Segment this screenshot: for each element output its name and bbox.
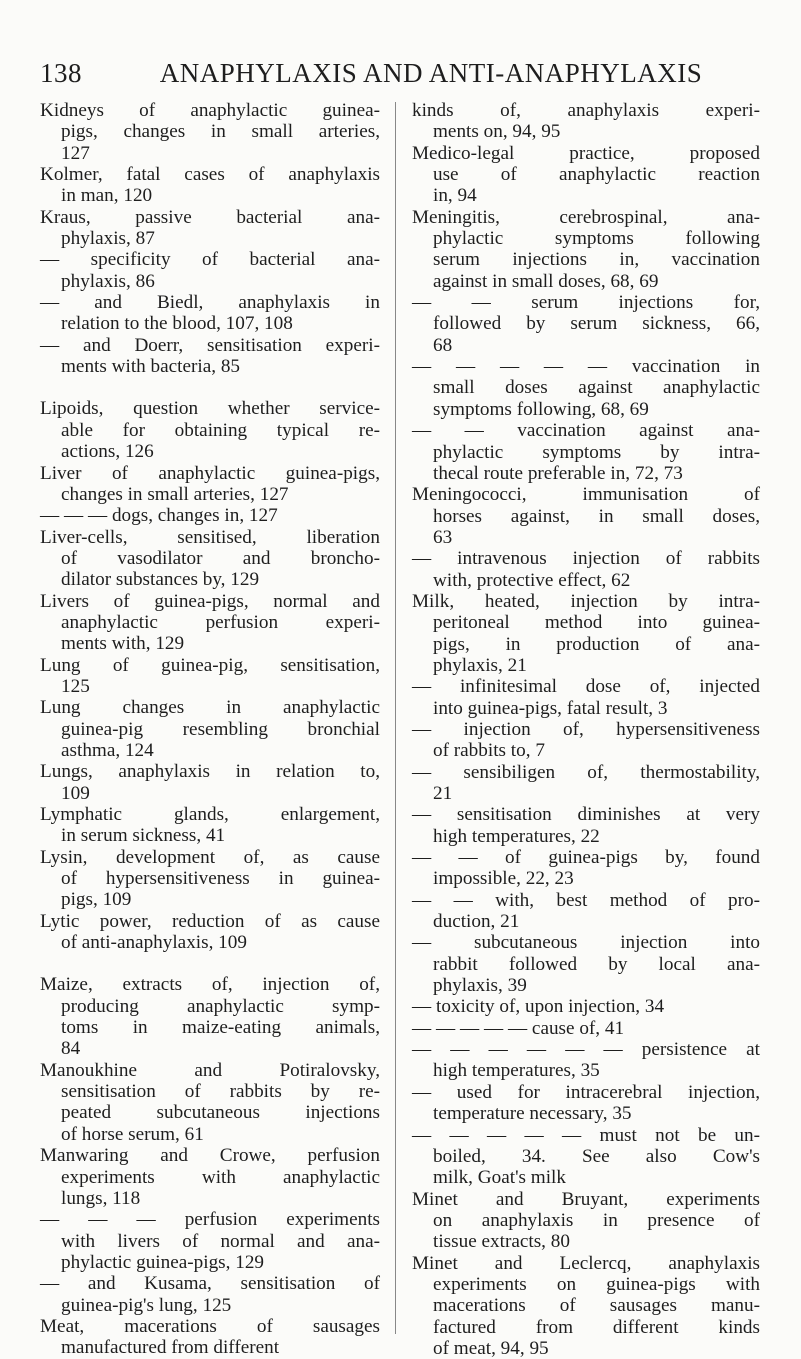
index-entry (412, 1039, 760, 1082)
entry-heading-line: — sensitisation diminishes at very (412, 804, 760, 826)
entry-heading-line: Manwaring and Crowe, perfusion (40, 1145, 380, 1167)
index-entry (412, 719, 760, 762)
entry-continuation-line: peritoneal method into guinea- (433, 612, 760, 634)
entry-continuation-line: pigs, in production of ana- (433, 633, 760, 655)
column-divider (395, 102, 396, 1334)
entry-continuation-line: dilator substances by, 129 (61, 569, 260, 591)
entry-continuation-line: into guinea-pigs, fatal result, 3 (433, 697, 668, 719)
index-entry (412, 484, 760, 548)
entry-heading-line: Kraus, passive bacterial ana- (40, 206, 380, 228)
index-entry (40, 100, 380, 164)
entry-continuation-line: factured from different kinds (433, 1316, 760, 1338)
entry-heading-line: Milk, heated, injection by intra- (412, 590, 760, 612)
entry-heading-line: — — — — — — persistence at (412, 1039, 760, 1061)
index-entry (40, 974, 380, 1059)
entry-continuation-line: 125 (61, 675, 90, 697)
entry-continuation-line: 21 (433, 783, 453, 804)
entry-heading-line: — subcutaneous injection into (412, 932, 760, 954)
entry-continuation-line: asthma, 124 (61, 739, 154, 761)
entry-continuation-line: tissue extracts, 80 (433, 1231, 570, 1253)
entry-continuation-line: macerations of sausages manu- (433, 1295, 760, 1317)
index-entry (412, 1253, 760, 1359)
index-entry (412, 591, 760, 676)
index-entry (40, 207, 380, 250)
entry-continuation-line: experiments with anaphylactic (61, 1166, 380, 1188)
entry-heading-line: — specificity of bacterial ana- (40, 249, 380, 271)
entry-continuation-line: small doses against anaphylactic (433, 377, 760, 399)
entry-continuation-line: of hypersensitiveness in guinea- (61, 868, 380, 890)
index-entry (40, 761, 380, 804)
entry-continuation-line: phylaxis, 86 (61, 270, 155, 292)
entry-heading-line: Liver-cells, sensitised, liberation (40, 526, 380, 548)
entry-continuation-line: horses against, in small doses, (433, 505, 760, 527)
index-entry (40, 463, 380, 506)
entry-heading-line: — — with, best method of pro- (412, 889, 760, 911)
index-entry (40, 911, 380, 954)
index-entry (412, 1125, 760, 1189)
entry-heading-line: Lymphatic glands, enlargement, (40, 804, 380, 825)
entry-heading-line: Meat, macerations of sausages (40, 1315, 380, 1337)
entry-heading-line: — used for intracerebral injection, (412, 1081, 760, 1103)
entry-heading-line: — toxicity of, upon injection, 34 (412, 996, 665, 1018)
entry-continuation-line: manufactured from different (61, 1337, 280, 1359)
entry-continuation-line: duction, 21 (433, 911, 520, 933)
entry-continuation-line: high temperatures, 35 (433, 1060, 600, 1082)
index-entry (412, 932, 760, 996)
entry-continuation-line: 63 (433, 526, 453, 548)
entry-continuation-line: phylaxis, 39 (433, 975, 527, 997)
entry-continuation-line: thecal route preferable in, 72, 73 (433, 462, 683, 484)
index-entry (40, 804, 380, 847)
entry-heading-line: Livers of guinea-pigs, normal and (40, 590, 380, 612)
running-title: ANAPHYLAXIS AND ANTI-ANAPHYLAXIS (159, 58, 703, 88)
entry-heading-line: — and Biedl, anaphylaxis in (40, 292, 380, 314)
entry-heading-line: Lungs, anaphylaxis in relation to, (40, 761, 380, 783)
entry-heading-line: Lung of guinea-pig, sensitisation, (40, 654, 380, 676)
entry-heading-line: Meningitis, cerebrospinal, ana- (412, 206, 760, 228)
entry-heading-line: kinds of, anaphylaxis experi- (412, 100, 760, 121)
section-gap (40, 377, 380, 398)
entry-continuation-line: serum injections in, vaccination (433, 249, 760, 271)
index-entry (40, 655, 380, 698)
index-entry (412, 1018, 760, 1039)
index-entry (40, 1273, 380, 1316)
entry-continuation-line: ments with bacteria, 85 (61, 356, 241, 378)
entry-continuation-line: guinea-pig's lung, 125 (61, 1294, 232, 1316)
section-gap (40, 953, 380, 974)
entry-continuation-line: of anti-anaphylaxis, 109 (61, 932, 247, 954)
index-entry (412, 804, 760, 847)
index-entry (40, 1145, 380, 1209)
entry-continuation-line: of rabbits to, 7 (433, 740, 545, 762)
entry-continuation-line: of meat, 94, 95 (433, 1337, 549, 1359)
entry-continuation-line: phylactic guinea-pigs, 129 (61, 1251, 265, 1273)
index-column-left (40, 100, 380, 1359)
index-entry (412, 143, 760, 207)
entry-continuation-line: pigs, 109 (61, 889, 132, 911)
entry-continuation-line: in, 94 (433, 185, 477, 207)
index-entry (40, 292, 380, 335)
entry-heading-line: Lung changes in anaphylactic (40, 697, 380, 719)
index-entry (412, 356, 760, 420)
index-entry (40, 164, 380, 207)
index-entry (412, 1189, 760, 1253)
entry-heading-line: — — vaccination against ana- (412, 420, 760, 442)
entry-continuation-line: 84 (61, 1038, 81, 1060)
index-entry (412, 996, 760, 1017)
index-entry (40, 505, 380, 526)
entry-heading-line: Meningococci, immunisation of (412, 484, 760, 506)
index-entry (412, 1082, 760, 1125)
index-entry (412, 676, 760, 719)
entry-continuation-line: high temperatures, 22 (433, 825, 600, 847)
entry-continuation-line: phylaxis, 21 (433, 654, 527, 676)
entry-heading-line: — intravenous injection of rabbits (412, 548, 760, 570)
entry-continuation-line: relation to the blood, 107, 108 (61, 313, 293, 335)
entry-heading-line: — — — dogs, changes in, 127 (40, 505, 278, 527)
index-entry (412, 890, 760, 933)
entry-heading-line: — — serum injections for, (412, 292, 760, 314)
index-entry (412, 847, 760, 890)
entry-heading-line: — and Doerr, sensitisation experi- (40, 334, 380, 356)
index-entry (412, 762, 760, 805)
entry-heading-line: — — of guinea-pigs by, found (412, 847, 760, 869)
entry-heading-line: — — — perfusion experiments (40, 1209, 380, 1231)
entry-continuation-line: guinea-pig resembling bronchial (61, 718, 380, 740)
index-entry (40, 591, 380, 655)
index-entry (40, 335, 380, 378)
entry-continuation-line: phylaxis, 87 (61, 228, 155, 250)
entry-heading-line: — infinitesimal dose of, injected (412, 676, 760, 698)
entry-heading-line: Kidneys of anaphylactic guinea- (40, 100, 380, 121)
entry-continuation-line: in man, 120 (61, 185, 153, 207)
entry-heading-line: Liver of anaphylactic guinea-pigs, (40, 462, 380, 484)
entry-heading-line: Minet and Bruyant, experiments (412, 1188, 760, 1210)
entry-continuation-line: followed by serum sickness, 66, (433, 313, 760, 335)
entry-heading-line: Lipoids, question whether service- (40, 398, 380, 420)
entry-continuation-line: phylactic symptoms following (433, 228, 760, 250)
entry-continuation-line: 127 (61, 142, 90, 164)
entry-continuation-line: milk, Goat's milk (433, 1167, 566, 1189)
index-entry (412, 548, 760, 591)
entry-heading-line: — and Kusama, sensitisation of (40, 1273, 380, 1295)
entry-continuation-line: use of anaphylactic reaction (433, 164, 760, 186)
entry-continuation-line: of vasodilator and broncho- (61, 547, 380, 569)
entry-continuation-line: able for obtaining typical re- (61, 419, 380, 441)
entry-heading-line: — sensibiligen of, thermostability, (412, 761, 760, 783)
entry-continuation-line: sensitisation of rabbits by re- (61, 1081, 380, 1103)
entry-continuation-line: on anaphylaxis in presence of (433, 1209, 760, 1231)
entry-continuation-line: symptoms following, 68, 69 (433, 398, 649, 420)
entry-continuation-line: in serum sickness, 41 (61, 825, 226, 847)
entry-heading-line: Lytic power, reduction of as cause (40, 910, 380, 932)
entry-heading-line: Manoukhine and Potiralovsky, (40, 1059, 380, 1081)
entry-continuation-line: impossible, 22, 23 (433, 868, 574, 890)
entry-continuation-line: producing anaphylactic symp- (61, 995, 380, 1017)
entry-continuation-line: phylactic symptoms by intra- (433, 441, 760, 463)
entry-heading-line: — injection of, hypersensitiveness (412, 718, 760, 740)
page-number: 138 (40, 58, 82, 88)
entry-continuation-line: peated subcutaneous injections (61, 1102, 380, 1124)
entry-heading-line: Medico-legal practice, proposed (412, 142, 760, 164)
entry-continuation-line: of horse serum, 61 (61, 1123, 204, 1145)
index-entry (40, 1209, 380, 1273)
entry-continuation-line: toms in maize-eating animals, (61, 1017, 380, 1039)
entry-continuation-line: rabbit followed by local ana- (433, 953, 760, 975)
entry-continuation-line: against in small doses, 68, 69 (433, 270, 659, 292)
index-entry (412, 420, 760, 484)
entry-heading-line: Minet and Leclercq, anaphylaxis (412, 1252, 760, 1274)
running-header (40, 58, 762, 92)
entry-continuation-line: with livers of normal and ana- (61, 1230, 380, 1252)
entry-continuation-line: ments on, 94, 95 (433, 121, 561, 143)
index-entry (40, 697, 380, 761)
entry-heading-line: Lysin, development of, as cause (40, 846, 380, 868)
index-entry (40, 249, 380, 292)
entry-continuation-line: 109 (61, 782, 90, 804)
index-entry (412, 292, 760, 356)
entry-heading-line: — — — — — cause of, 41 (412, 1017, 625, 1039)
entry-continuation-line: changes in small arteries, 127 (61, 483, 289, 505)
entry-continuation-line: with, protective effect, 62 (433, 569, 631, 591)
index-entry (40, 1060, 380, 1145)
entry-heading-line: — — — — — must not be un- (412, 1124, 760, 1146)
entry-heading-line: Kolmer, fatal cases of anaphylaxis (40, 164, 380, 186)
index-entry (412, 207, 760, 292)
entry-continuation-line: ments with, 129 (61, 633, 185, 655)
entry-continuation-line: boiled, 34. See also Cow's (433, 1145, 760, 1167)
index-entry (40, 1316, 380, 1359)
index-entry (40, 847, 380, 911)
entry-continuation-line: lungs, 118 (61, 1187, 141, 1209)
entry-continuation-line: pigs, changes in small arteries, (61, 121, 380, 143)
index-column-right (412, 100, 760, 1359)
entry-heading-line: Maize, extracts of, injection of, (40, 974, 380, 996)
entry-continuation-line: anaphylactic perfusion experi- (61, 611, 380, 633)
index-entry (40, 398, 380, 462)
entry-continuation-line: temperature necessary, 35 (433, 1103, 632, 1125)
entry-continuation-line: 68 (433, 334, 453, 356)
index-entry (412, 100, 760, 143)
entry-continuation-line: experiments on guinea-pigs with (433, 1273, 760, 1295)
index-entry (40, 527, 380, 591)
entry-continuation-line: actions, 126 (61, 441, 154, 463)
entry-heading-line: — — — — — vaccination in (412, 356, 760, 378)
